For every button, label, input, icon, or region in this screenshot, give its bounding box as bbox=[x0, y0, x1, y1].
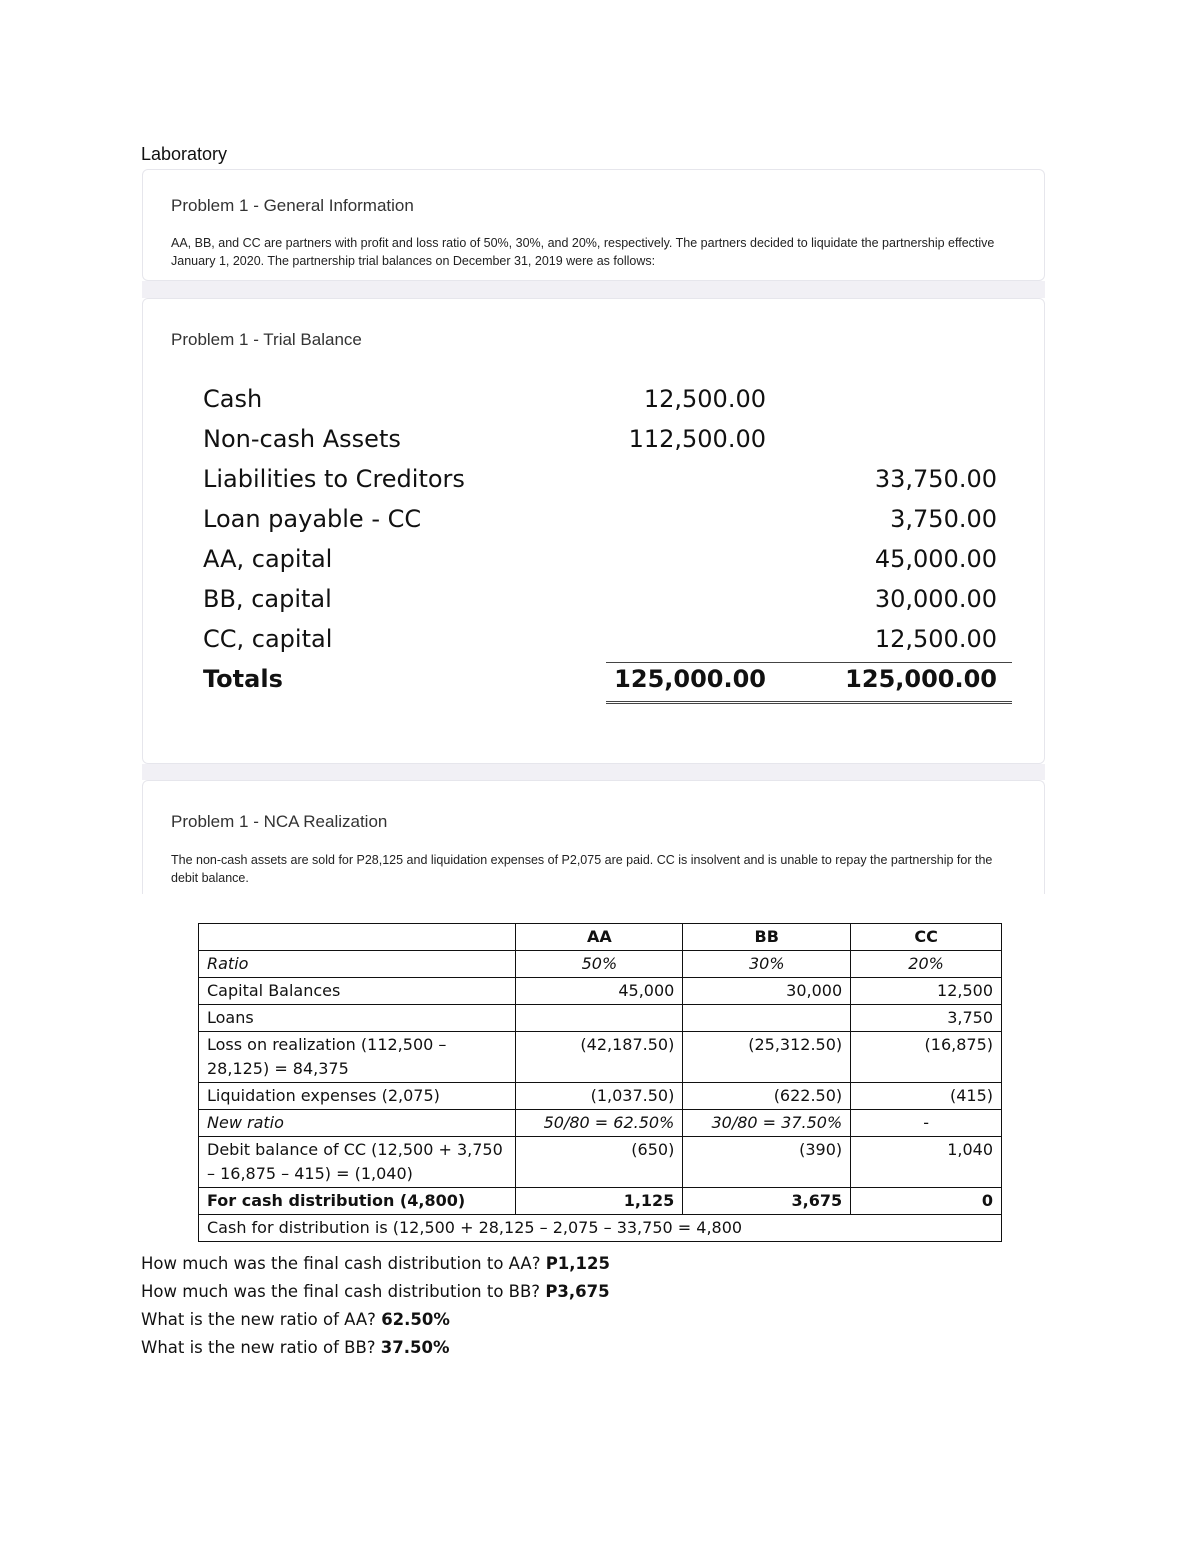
trial-balance-row bbox=[203, 505, 997, 545]
document-title: Laboratory bbox=[141, 144, 228, 164]
cell-aa: 45,000 bbox=[516, 978, 683, 1005]
cell-cc: 1,040 bbox=[851, 1137, 1002, 1188]
card-body-text: AA, BB, and CC are partners with profit and loss ratio of 50%, 30%, and 20%, respectively. The partners decided to liquidate the partnership effective January 1, 2020. The partnership trial balances on December 31, 2019 were as follows: bbox=[171, 236, 995, 268]
cell-bb: (622.50) bbox=[683, 1083, 851, 1110]
cell-aa: 1,125 bbox=[516, 1188, 683, 1215]
cell-bb: 30,000 bbox=[683, 978, 851, 1005]
card-body-text: The non-cash assets are sold for P28,125 and liquidation expenses of P2,075 are paid. CC is insolvent and is unable to repay the partnership for the debit balance. bbox=[171, 853, 993, 885]
cell-aa: (42,187.50) bbox=[516, 1032, 683, 1083]
trial-balance-row bbox=[203, 385, 953, 425]
row-label: Loans bbox=[199, 1005, 516, 1032]
cell-bb: 30% bbox=[683, 951, 851, 978]
cell-cc: 12,500 bbox=[851, 978, 1002, 1005]
table-row bbox=[199, 1188, 1002, 1215]
table-row bbox=[199, 978, 1002, 1005]
account-name: BB, capital bbox=[203, 585, 332, 613]
debit-amount: 12,500.00 bbox=[643, 385, 766, 413]
cell-bb: (25,312.50) bbox=[683, 1032, 851, 1083]
qa-line bbox=[141, 1282, 610, 1301]
total-debit: 125,000.00 bbox=[614, 665, 766, 693]
row-label: New ratio bbox=[199, 1110, 516, 1137]
trial-balance-row bbox=[203, 465, 997, 505]
trial-balance-card bbox=[142, 298, 1045, 764]
qa-line bbox=[141, 1338, 450, 1357]
cell-bb: 3,675 bbox=[683, 1188, 851, 1215]
card-heading: Problem 1 - General Information bbox=[171, 196, 414, 215]
card-separator bbox=[142, 281, 1045, 298]
answer: P3,675 bbox=[545, 1282, 610, 1301]
cell-cc: (415) bbox=[851, 1083, 1002, 1110]
trial-balance-totals-row bbox=[203, 665, 997, 705]
totals-label: Totals bbox=[203, 665, 283, 693]
row-label: For cash distribution (4,800) bbox=[199, 1188, 516, 1215]
nca-realization-card bbox=[142, 780, 1045, 894]
table-note-row bbox=[199, 1215, 1002, 1242]
cell-bb bbox=[683, 1005, 851, 1032]
table-row bbox=[199, 1032, 1002, 1083]
credit-amount: 30,000.00 bbox=[874, 585, 997, 613]
account-name: Cash bbox=[203, 385, 263, 413]
table-row bbox=[199, 1005, 1002, 1032]
header-cell bbox=[199, 924, 516, 951]
table-row bbox=[199, 1083, 1002, 1110]
double-total-rule bbox=[606, 701, 1012, 706]
qa-line bbox=[141, 1254, 610, 1273]
total-credit: 125,000.00 bbox=[845, 665, 997, 693]
question: What is the new ratio of BB? bbox=[141, 1338, 376, 1357]
row-label: Liquidation expenses (2,075) bbox=[199, 1083, 516, 1110]
table-header-row bbox=[199, 924, 1002, 951]
answer: 37.50% bbox=[380, 1338, 450, 1357]
account-name: Non-cash Assets bbox=[203, 425, 401, 453]
table-row bbox=[199, 1137, 1002, 1188]
card-heading: Problem 1 - Trial Balance bbox=[171, 330, 362, 349]
account-name: Liabilities to Creditors bbox=[203, 465, 465, 493]
cell-cc: 3,750 bbox=[851, 1005, 1002, 1032]
row-label: Ratio bbox=[199, 951, 516, 978]
credit-amount: 45,000.00 bbox=[874, 545, 997, 573]
trial-balance-row bbox=[203, 425, 953, 465]
header-cell: AA bbox=[516, 924, 683, 951]
header-cell: BB bbox=[683, 924, 851, 951]
answer: 62.50% bbox=[381, 1310, 450, 1329]
trial-balance-row bbox=[203, 625, 997, 665]
card-separator bbox=[142, 764, 1045, 780]
cell-cc: - bbox=[851, 1110, 1002, 1137]
table-note: Cash for distribution is (12,500 + 28,125 – 2,075 – 33,750 = 4,800 bbox=[199, 1215, 1002, 1242]
credit-amount: 33,750.00 bbox=[874, 465, 997, 493]
question: How much was the final cash distribution to BB? bbox=[141, 1282, 541, 1301]
table-row bbox=[199, 1110, 1002, 1137]
subtotal-rule bbox=[606, 662, 1012, 663]
question: How much was the final cash distribution to AA? bbox=[141, 1254, 541, 1273]
row-label: Loss on realization (112,500 – 28,125) = 84,375 bbox=[199, 1032, 516, 1083]
row-label: Capital Balances bbox=[199, 978, 516, 1005]
cell-bb: (390) bbox=[683, 1137, 851, 1188]
cell-bb: 30/80 = 37.50% bbox=[683, 1110, 851, 1137]
table-row bbox=[199, 951, 1002, 978]
account-name: AA, capital bbox=[203, 545, 333, 573]
credit-amount: 3,750.00 bbox=[890, 505, 997, 533]
answer: P1,125 bbox=[545, 1254, 611, 1273]
cell-cc: (16,875) bbox=[851, 1032, 1002, 1083]
cell-aa bbox=[516, 1005, 683, 1032]
general-information-card bbox=[142, 169, 1045, 281]
question: What is the new ratio of AA? bbox=[141, 1310, 376, 1329]
account-name: Loan payable - CC bbox=[203, 505, 422, 533]
cell-aa: 50% bbox=[516, 951, 683, 978]
account-name: CC, capital bbox=[203, 625, 333, 653]
cash-distribution-table bbox=[198, 923, 1002, 1242]
cell-aa: 50/80 = 62.50% bbox=[516, 1110, 683, 1137]
header-cell: CC bbox=[851, 924, 1002, 951]
cell-cc: 20% bbox=[851, 951, 1002, 978]
cell-aa: (650) bbox=[516, 1137, 683, 1188]
debit-amount: 112,500.00 bbox=[628, 425, 766, 453]
trial-balance-row bbox=[203, 545, 997, 585]
trial-balance-row bbox=[203, 585, 997, 625]
qa-line bbox=[141, 1310, 450, 1329]
cell-aa: (1,037.50) bbox=[516, 1083, 683, 1110]
cell-cc: 0 bbox=[851, 1188, 1002, 1215]
row-label: Debit balance of CC (12,500 + 3,750 – 16,875 – 415) = (1,040) bbox=[199, 1137, 516, 1188]
credit-amount: 12,500.00 bbox=[874, 625, 997, 653]
card-heading: Problem 1 - NCA Realization bbox=[171, 812, 388, 831]
